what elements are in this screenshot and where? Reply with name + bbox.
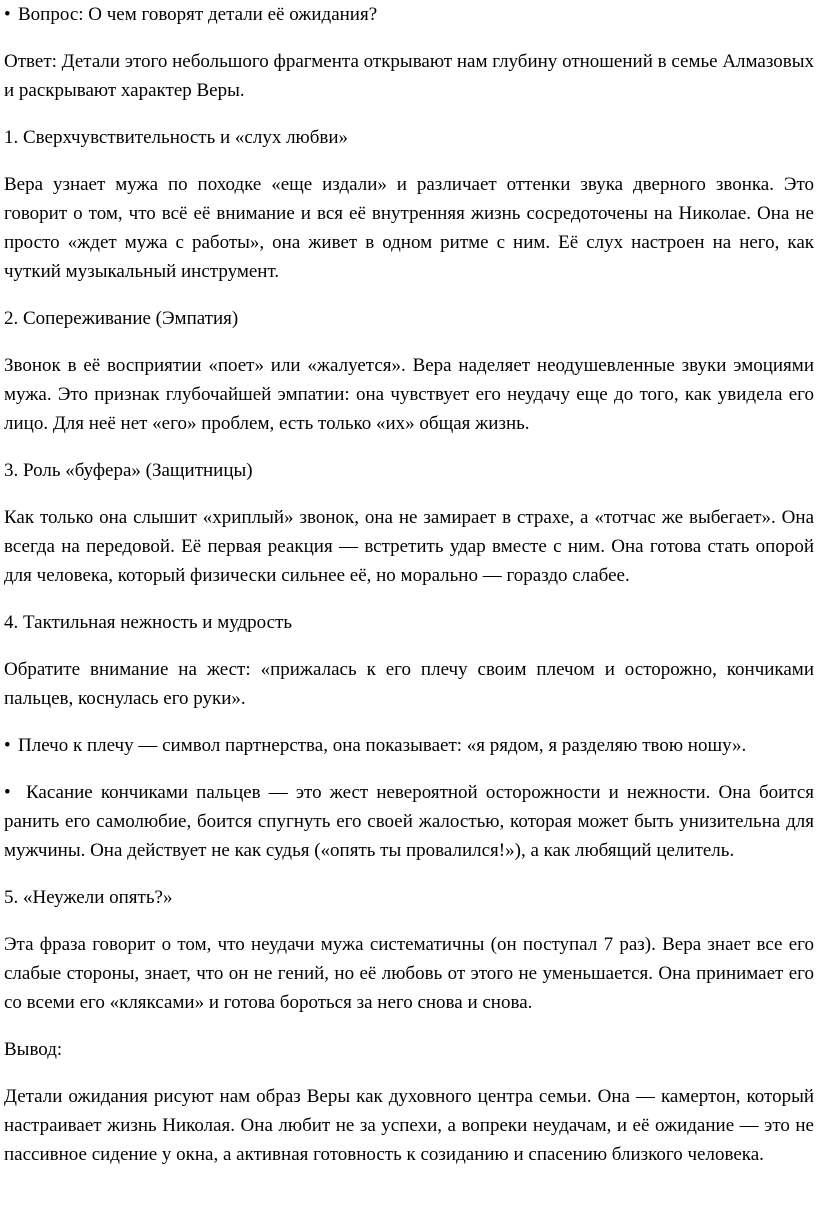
- section-5-heading: 5. «Неужели опять?»: [4, 887, 173, 908]
- section-3-heading: 3. Роль «буфера» (Защитницы): [4, 460, 253, 481]
- conclusion-body: Детали ожидания рисуют нам образ Веры как духовного центра семьи. Она — камертон, который настраивает жизнь Николая. Она любит не за успехи, а вопреки неудачам, и её ожидание — это не пассивное сидение у окна, а активная готовность к созиданию и спасению близкого человека.: [4, 1086, 814, 1165]
- section-4-heading: 4. Тактильная нежность и мудрость: [4, 612, 293, 633]
- answer-paragraph: Ответ: Детали этого небольшого фрагмента открывают нам глубину отношений в семье Алмазовых и раскрывают характер Веры.: [4, 51, 814, 101]
- bullet-text: Плечо к плечу — символ партнерства, она показывает: «я рядом, я разделяю твою ношу».: [18, 735, 747, 756]
- section-1-body: Вера узнает мужа по походке «еще издали» и различает оттенки звука дверного звонка. Это говорит о том, что всё её внимание и вся её внутренняя жизнь сосредоточены на Николае. Она не просто «ждет мужа с работы», она живет в одном ритме с ним. Её слух настроен на него, как чуткий музыкальный инструмент.: [4, 174, 814, 282]
- section-5-body: Эта фраза говорит о том, что неудачи мужа систематичны (он поступал 7 раз). Вера знает все его слабые стороны, знает, что он не гений, но её любовь от этого не уменьшается. Она принимает его со всеми его «кляксами» и готова бороться за него снова и снова.: [4, 934, 814, 1013]
- bullet-marker: •: [4, 4, 11, 25]
- section-2-body: Звонок в её восприятии «поет» или «жалуется». Вера наделяет неодушевленные звуки эмоциями мужа. Это признак глубочайшей эмпатии: она чувствует его неудачу еще до того, как увидела его лицо. Для неё нет «его» проблем, есть только «их» общая жизнь.: [4, 355, 814, 434]
- conclusion-label: Вывод:: [4, 1039, 63, 1060]
- bullet-marker: •: [4, 735, 11, 756]
- bullet-marker: •: [4, 782, 11, 803]
- section-4-bullet-1: [4, 731, 814, 760]
- section-3-body: Как только она слышит «хриплый» звонок, она не замирает в страхе, а «тотчас же выбегает». Она всегда на передовой. Её первая реакция — встретить удар вместе с ним. Она готова стать опорой для человека, который физически сильнее её, но морально — гораздо слабее.: [4, 507, 814, 586]
- question-line: [4, 0, 814, 29]
- section-4-bullet-2: [4, 778, 814, 865]
- section-1-heading: 1. Сверхчувствительность и «слух любви»: [4, 127, 349, 148]
- question-text: Вопрос: О чем говорят детали её ожидания?: [18, 4, 378, 25]
- bullet-text: Касание кончиками пальцев — это жест невероятной осторожности и нежности. Она боится ранить его самолюбие, боится спугнуть его своей жалостью, которая может быть унизительна для мужчины. Она действует не как судья («опять ты провалился!»), а как любящий целитель.: [4, 782, 814, 861]
- section-2-heading: 2. Сопереживание (Эмпатия): [4, 308, 239, 329]
- section-4-body: Обратите внимание на жест: «прижалась к его плечу своим плечом и осторожно, кончиками пальцев, коснулась его руки».: [4, 659, 814, 709]
